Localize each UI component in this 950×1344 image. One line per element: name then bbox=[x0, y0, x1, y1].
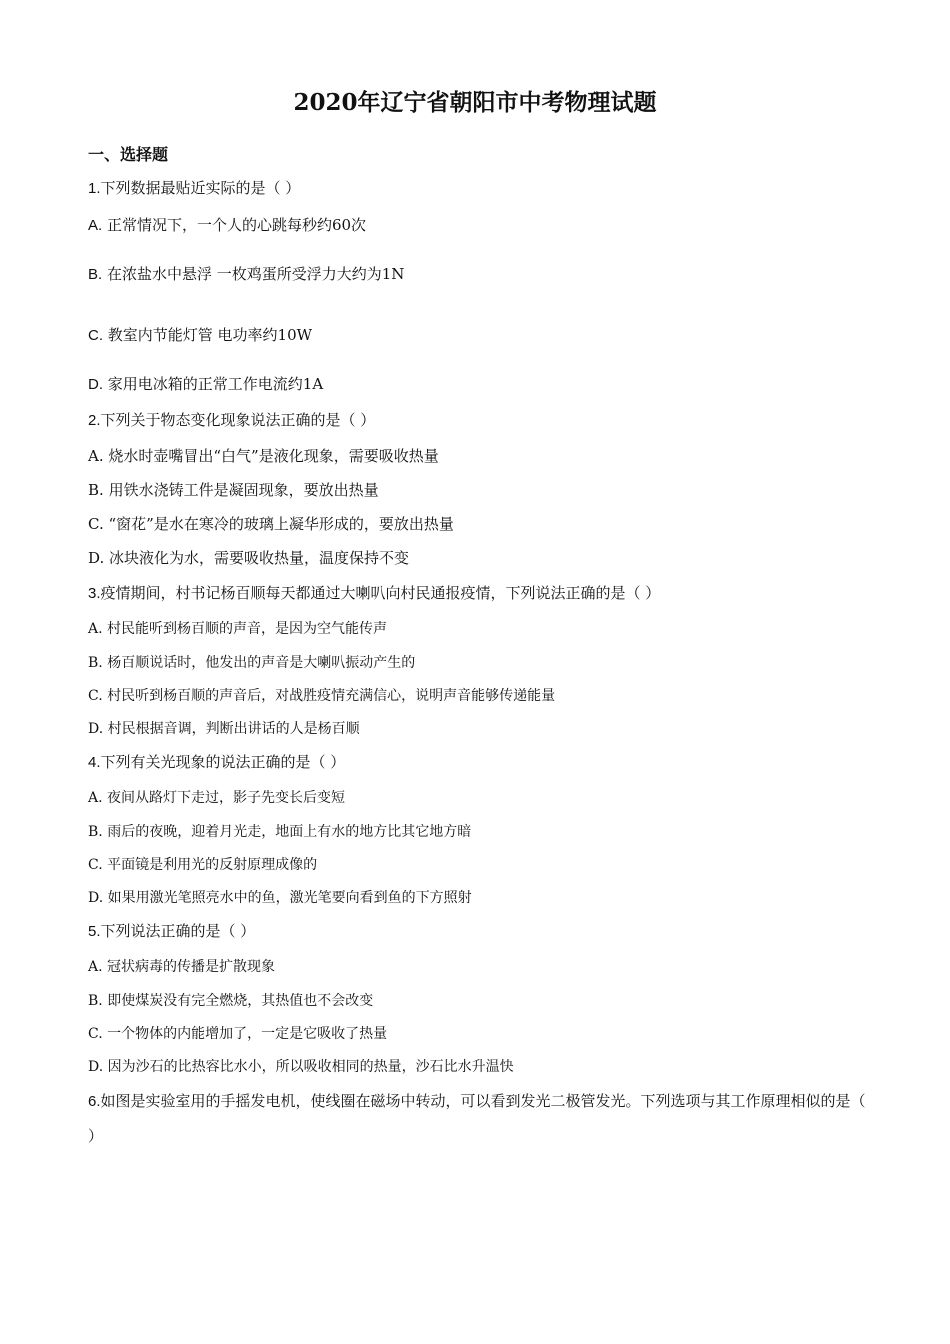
question-5 bbox=[88, 919, 255, 944]
option-letter: D. bbox=[88, 1059, 104, 1075]
question-text: 下列说法正确的是（ ） bbox=[100, 922, 256, 940]
option-letter: D. bbox=[88, 890, 104, 906]
option-letter: B. bbox=[88, 993, 103, 1009]
question-3 bbox=[88, 581, 660, 606]
option-text: 雨后的夜晚，迎着月光走，地面上有水的地方比其它地方暗 bbox=[102, 824, 472, 840]
option-letter: A. bbox=[88, 217, 103, 234]
option-text: 即使煤炭没有完全燃烧，其热值也不会改变 bbox=[102, 993, 374, 1009]
question-text: 下列数据最贴近实际的是（ ） bbox=[100, 179, 301, 197]
option-text: 村民能听到杨百顺的声音，是因为空气能传声 bbox=[102, 621, 388, 637]
document-title: 2020年辽宁省朝阳市中考物理试题 bbox=[293, 89, 657, 116]
question-4 bbox=[88, 750, 345, 775]
question-1-option-c bbox=[88, 323, 312, 348]
option-text: 家用电冰箱的正常工作电流约1A bbox=[103, 375, 324, 393]
option-letter: C. bbox=[88, 688, 103, 704]
question-3-option-c bbox=[88, 684, 555, 708]
option-text: 正常情况下，一个人的心跳每秒约60次 bbox=[102, 216, 367, 234]
section-heading: 一、选择题 bbox=[88, 145, 169, 164]
question-6 bbox=[88, 1084, 868, 1153]
option-letter: C. bbox=[88, 1026, 103, 1042]
option-letter: D. bbox=[88, 376, 103, 393]
question-text: 如图是实验室用的手摇发电机，使线圈在磁场中转动，可以看到发光二极管发光。下列选项与其工作原理相似的是（ ） bbox=[88, 1092, 866, 1145]
option-letter: B. bbox=[88, 481, 104, 499]
question-1 bbox=[88, 176, 300, 201]
option-letter: D. bbox=[88, 549, 105, 567]
question-number: 2. bbox=[88, 412, 101, 429]
option-text: “窗花”是水在寒冷的玻璃上凝华形成的，要放出热量 bbox=[103, 515, 454, 533]
question-3-option-d bbox=[88, 717, 360, 741]
option-letter: A. bbox=[88, 621, 103, 637]
question-1-option-b bbox=[88, 262, 404, 287]
question-1-option-a bbox=[88, 213, 366, 238]
question-number: 5. bbox=[88, 923, 101, 940]
option-letter: A. bbox=[88, 790, 103, 806]
question-3-option-b bbox=[88, 651, 415, 675]
question-4-option-d bbox=[88, 886, 472, 910]
question-4-option-c bbox=[88, 853, 317, 877]
question-2-option-a bbox=[88, 444, 439, 468]
option-letter: C. bbox=[88, 857, 103, 873]
option-text: 如果用激光笔照亮水中的鱼，激光笔要向看到鱼的下方照射 bbox=[103, 890, 472, 906]
option-text: 冠状病毒的传播是扩散现象 bbox=[102, 959, 276, 975]
option-text: 在浓盐水中悬浮 一枚鸡蛋所受浮力大约为1N bbox=[102, 265, 405, 283]
question-5-option-d bbox=[88, 1055, 514, 1079]
option-letter: C. bbox=[88, 327, 103, 344]
option-text: 村民听到杨百顺的声音后，对战胜疫情充满信心，说明声音能够传递能量 bbox=[102, 688, 556, 704]
question-2-option-d bbox=[88, 546, 409, 570]
option-letter: C. bbox=[88, 515, 104, 533]
option-text: 教室内节能灯管 电功率约10W bbox=[103, 326, 313, 344]
option-letter: B. bbox=[88, 824, 103, 840]
option-text: 用铁水浇铸工件是凝固现象，要放出热量 bbox=[103, 481, 379, 499]
question-text: 下列关于物态变化现象说法正确的是（ ） bbox=[100, 411, 376, 429]
question-number: 4. bbox=[88, 754, 101, 771]
question-4-option-b bbox=[88, 820, 471, 844]
option-text: 杨百顺说话时，他发出的声音是大喇叭振动产生的 bbox=[102, 655, 416, 671]
question-text: 下列有关光现象的说法正确的是（ ） bbox=[100, 753, 346, 771]
question-5-option-a bbox=[88, 955, 275, 979]
question-2-option-b bbox=[88, 478, 379, 502]
question-number: 6. bbox=[88, 1093, 101, 1110]
question-5-option-b bbox=[88, 989, 373, 1013]
option-text: 村民根据音调，判断出讲话的人是杨百顺 bbox=[103, 721, 360, 737]
option-text: 因为沙石的比热容比水小，所以吸收相同的热量，沙石比水升温快 bbox=[103, 1059, 514, 1075]
option-text: 冰块液化为水，需要吸收热量，温度保持不变 bbox=[104, 549, 410, 567]
question-number: 1. bbox=[88, 180, 101, 197]
question-text: 疫情期间，村书记杨百顺每天都通过大喇叭向村民通报疫情，下列说法正确的是（ ） bbox=[100, 584, 661, 602]
option-text: 一个物体的内能增加了，一定是它吸收了热量 bbox=[102, 1026, 388, 1042]
option-text: 夜间从路灯下走过，影子先变长后变短 bbox=[102, 790, 346, 806]
question-1-option-d bbox=[88, 372, 323, 397]
question-5-option-c bbox=[88, 1022, 387, 1046]
question-2-option-c bbox=[88, 512, 454, 536]
option-letter: B. bbox=[88, 655, 103, 671]
question-3-option-a bbox=[88, 617, 387, 641]
option-text: 平面镜是利用光的反射原理成像的 bbox=[102, 857, 318, 873]
question-4-option-a bbox=[88, 786, 345, 810]
option-letter: A. bbox=[88, 447, 104, 465]
option-text: 烧水时壶嘴冒出“白气”是液化现象，需要吸收热量 bbox=[103, 447, 439, 465]
question-number: 3. bbox=[88, 585, 101, 602]
option-letter: D. bbox=[88, 721, 104, 737]
option-letter: A. bbox=[88, 959, 103, 975]
question-2 bbox=[88, 408, 375, 433]
option-letter: B. bbox=[88, 266, 103, 283]
